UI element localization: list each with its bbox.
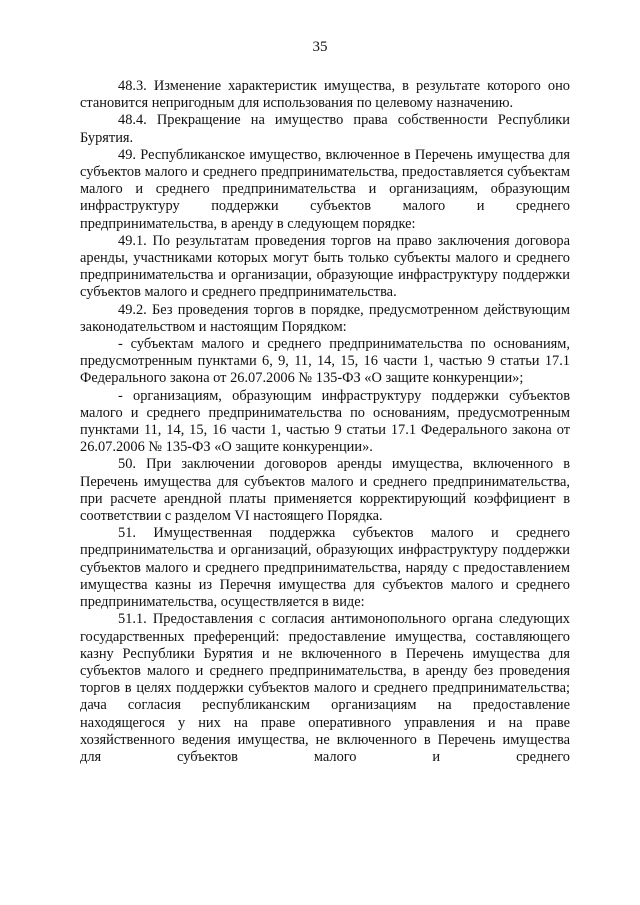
paragraph-48-4: 48.4. Прекращение на имущество права собственности Республики Бурятия.: [80, 112, 570, 146]
paragraph-49-1: 49.1. По результатам проведения торгов на право заключения договора аренды, участниками которых могут быть только субъекты малого и среднего предпринимательства и организации, образующие инфраструктуру поддержки субъектов малого и среднего предпринимательства.: [80, 232, 570, 301]
document-body: [80, 78, 570, 766]
paragraph-50: 50. При заключении договоров аренды имущества, включенного в Перечень имущества для субъектов малого и среднего предпринимательства, при расчете арендной платы применяется корректирующий коэффициент в соответствии с разделом VI настоящего Порядка.: [80, 456, 570, 525]
paragraph-49-2: 49.2. Без проведения торгов в порядке, предусмотренном действующим законодательством и настоящим Порядком:: [80, 301, 570, 335]
paragraph-49: 49. Республиканское имущество, включенное в Перечень имущества для субъектов малого и среднего предпринимательства, предоставляется субъектам малого и среднего предпринимательства и организациям, образующим инфраструктуру поддержки субъектов малого и среднего предпринимательства, в аренду в следующем порядке:: [80, 146, 570, 232]
list-item-infrastructure: - организациям, образующим инфраструктуру поддержки субъектов малого и среднего предпринимательства по основаниям, предусмотренным пунктами 11, 14, 15, 16 части 1, частью 9 статьи 17.1 Федерального закона от 26.07.2006 № 135-ФЗ «О защите конкуренции».: [80, 387, 570, 456]
list-item-smb: - субъектам малого и среднего предпринимательства по основаниям, предусмотренным пунктами 6, 9, 11, 14, 15, 16 части 1, частью 9 статьи 17.1 Федерального закона от 26.07.2006 № 135-ФЗ «О защите конкуренции»;: [80, 336, 570, 387]
paragraph-51-1: 51.1. Предоставления с согласия антимонопольного органа следующих государственных преференций: предоставление имущества, составляющего казну Республики Бурятия и не включенного в Перечень имущества для субъектов малого и среднего предпринимательства, в аренду без проведения торгов в целях поддержки субъектов малого и среднего предпринимательства; дача согласия республиканским организациям на предоставление находящегося у них на праве оперативного управления и на праве хозяйственного ведения имущества, не включенного в Перечень имущества для субъектов малого и среднего: [80, 611, 570, 765]
page-number: 35: [312, 39, 328, 55]
paragraph-48-3: 48.3. Изменение характеристик имущества, в результате которого оно становится непригодным для использования по целевому назначению.: [80, 78, 570, 112]
paragraph-51: 51. Имущественная поддержка субъектов малого и среднего предпринимательства и организаций, образующих инфраструктуру поддержки субъектов малого и среднего предпринимательства, наряду с предоставлением имущества казны из Перечня имущества для субъектов малого и среднего предпринимательства, осуществляется в виде:: [80, 525, 570, 611]
